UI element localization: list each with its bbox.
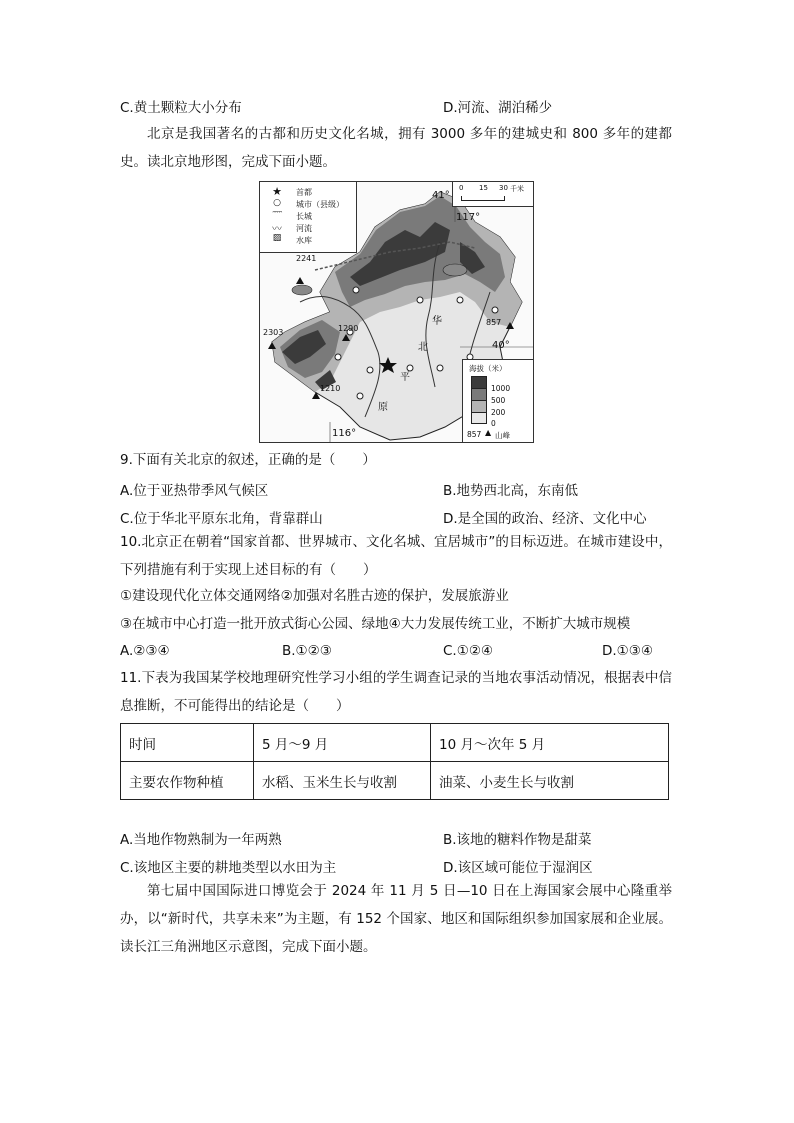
table-cell: 10 月～次年 5 月 (431, 724, 669, 762)
region-char-1: 华 (432, 316, 442, 327)
circle-icon: ○ (273, 198, 281, 208)
lon-116-label: 116° (332, 428, 357, 439)
peak-icon: ▲ (485, 428, 492, 437)
q10-statement-2: ③在城市中心打造一批开放式街心公园、绿地④大力发展传统工业，不断扩大城市规模 (120, 616, 631, 632)
q9-options-row-1 (120, 479, 672, 499)
lat-41-label: 41° (432, 190, 450, 201)
wall-icon: ᵔᵔᵔᵔ (272, 209, 282, 218)
reservoir-icon: ▨ (272, 233, 282, 243)
legend-city: 城市（县级） (296, 200, 344, 209)
q10-statement-1: ①建设现代化立体交通网络②加强对名胜古迹的保护，发展旅游业 (120, 588, 509, 604)
q9-option-c: C.位于华北平原东北角，背靠群山 (120, 511, 323, 527)
beijing-terrain-map (259, 181, 534, 443)
scale-t1: 15 (479, 184, 488, 192)
peak-legend-label: 山峰 (495, 431, 510, 440)
elevation-title: 海拔（米） (469, 364, 507, 373)
map-legend (260, 182, 357, 253)
peak-2303-label: 2303 (263, 328, 284, 337)
q9-option-b: B.地势西北高，东南低 (443, 483, 579, 499)
lat-40-label: 40° (492, 340, 510, 351)
elev-level-200: 200 (491, 408, 506, 417)
legend-reservoir: 水库 (296, 236, 312, 245)
scale-unit: 千米 (510, 185, 524, 193)
elevation-legend (462, 359, 533, 442)
legend-wall: 长城 (296, 212, 312, 221)
table-row (121, 762, 669, 800)
prev-options-row (120, 96, 672, 116)
elev-level-1000: 1000 (491, 384, 511, 393)
elev-swatch-4 (471, 412, 487, 424)
q11-options-row-2 (120, 856, 672, 876)
peak-1210-label: 1210 (320, 384, 341, 393)
region-char-3: 平 (400, 372, 410, 383)
scale-t2: 30 (499, 184, 508, 192)
region-char-4: 原 (378, 402, 388, 413)
q10-option-a: A.②③④ (120, 643, 170, 659)
table-cell: 5 月～9 月 (254, 724, 431, 762)
peak-1290-label: 1290 (338, 324, 359, 333)
elev-level-0: 0 (491, 419, 496, 428)
q9-stem: 9.下面有关北京的叙述，正确的是（ ） (120, 452, 376, 468)
elev-level-500: 500 (491, 396, 506, 405)
beijing-intro: 北京是我国著名的古都和历史文化名城，拥有 3000 多年的建城史和 800 多年的建都史。读北京地形图，完成下面小题。 (120, 126, 672, 170)
scale-t0: 0 (459, 184, 464, 192)
river-icon: 〰 (272, 224, 282, 235)
q9-option-a: A.位于亚热带季风气候区 (120, 483, 269, 499)
peak-legend-value: 857 (467, 430, 482, 439)
legend-capital: 首都 (296, 188, 312, 197)
table-cell: 时间 (121, 724, 254, 762)
q10-option-d: D.①③④ (602, 643, 653, 659)
table-cell: 油菜、小麦生长与收割 (431, 762, 669, 800)
peak-2241-label: 2241 (296, 254, 317, 263)
q10-options-row (120, 643, 672, 663)
scale-bar (461, 196, 505, 201)
legend-river: 河流 (296, 224, 312, 233)
map-scale (452, 182, 533, 207)
q11-options-row-1 (120, 828, 672, 848)
q10-stem: 10.北京正在朝着“国家首都、世界城市、文化名城、宜居城市”的目标迈进。在城市建设中，下列措施有利于实现上述目标的有（ ） (120, 534, 672, 578)
q11-option-d: D.该区域可能位于湿润区 (443, 860, 593, 876)
table-row (121, 724, 669, 762)
q11-stem: 11.下表为我国某学校地理研究性学习小组的学生调查记录的当地农事活动情况，根据表中信息推断，不可能得出的结论是（ ） (120, 670, 672, 714)
lon-117-label: 117° (456, 212, 481, 223)
q10-option-c: C.①②④ (443, 643, 494, 659)
q9-option-d: D.是全国的政治、经济、文化中心 (443, 511, 647, 527)
prev-option-d: D.河流、湖泊稀少 (443, 100, 553, 116)
farming-table (120, 723, 669, 800)
q11-option-b: B.该地的糖料作物是甜菜 (443, 832, 592, 848)
region-char-2: 北 (418, 342, 428, 353)
peak-857-label: 857 (486, 318, 502, 327)
table-cell: 主要农作物种植 (121, 762, 254, 800)
q9-options-row-2 (120, 507, 672, 527)
expo-passage: 第七届中国国际进口博览会于 2024 年 11 月 5 日—10 日在上海国家会展中心隆重举办，以“新时代，共享未来”为主题，有 152 个国家、地区和国际组织参加国家展和企业展。读长江三角洲地区示意图，完成下面小题。 (120, 883, 672, 955)
q11-option-c: C.该地区主要的耕地类型以水田为主 (120, 860, 337, 876)
q10-option-b: B.①②③ (282, 643, 332, 659)
star-icon: ★ (272, 185, 282, 198)
q11-option-a: A.当地作物熟制为一年两熟 (120, 832, 282, 848)
table-cell: 水稻、玉米生长与收割 (254, 762, 431, 800)
prev-option-c: C.黄土颗粒大小分布 (120, 100, 242, 116)
